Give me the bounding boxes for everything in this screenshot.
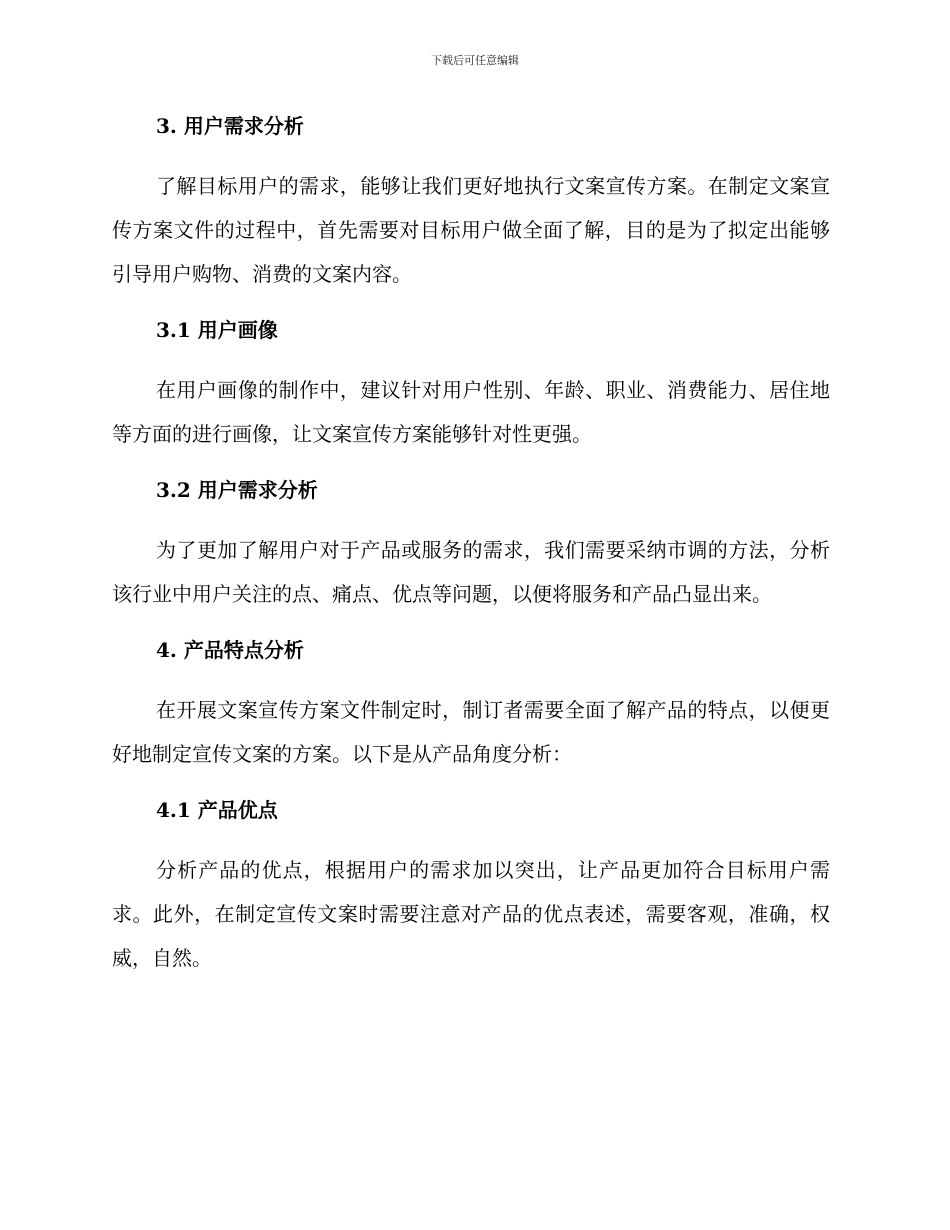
section-product-features	[112, 634, 830, 776]
section-heading: 3. 用户需求分析	[156, 114, 304, 138]
section-paragraph: 为了更加了解用户对于产品或服务的需求，我们需要采纳市调的方法，分析该行业中用户关注的点、痛点、优点等问题，以便将服务和产品凸显出来。	[112, 538, 830, 606]
section-heading: 3.2 用户需求分析	[156, 478, 318, 502]
header-note: 下载后可任意编辑	[431, 54, 519, 67]
section-heading: 3.1 用户画像	[156, 318, 278, 342]
section-heading: 4.1 产品优点	[156, 798, 278, 822]
section-user-persona	[112, 314, 830, 456]
section-paragraph: 在开展文案宣传方案文件制定时，制订者需要全面了解产品的特点，以便更好地制定宣传文案的方案。以下是从产品角度分析：	[112, 698, 830, 766]
section-product-advantages	[112, 794, 830, 980]
section-user-needs	[112, 110, 830, 296]
section-paragraph: 了解目标用户的需求，能够让我们更好地执行文案宣传方案。在制定文案宣传方案文件的过程中，首先需要对目标用户做全面了解，目的是为了拟定出能够引导用户购物、消费的文案内容。	[112, 174, 830, 286]
section-user-demand-analysis	[112, 474, 830, 616]
document-body	[112, 110, 830, 980]
section-heading: 4. 产品特点分析	[156, 638, 304, 662]
section-paragraph: 分析产品的优点，根据用户的需求加以突出，让产品更加符合目标用户需求。此外，在制定宣传文案时需要注意对产品的优点表述，需要客观，准确，权威，自然。	[112, 858, 830, 970]
section-paragraph: 在用户画像的制作中，建议针对用户性别、年龄、职业、消费能力、居住地等方面的进行画像，让文案宣传方案能够针对性更强。	[112, 378, 830, 446]
